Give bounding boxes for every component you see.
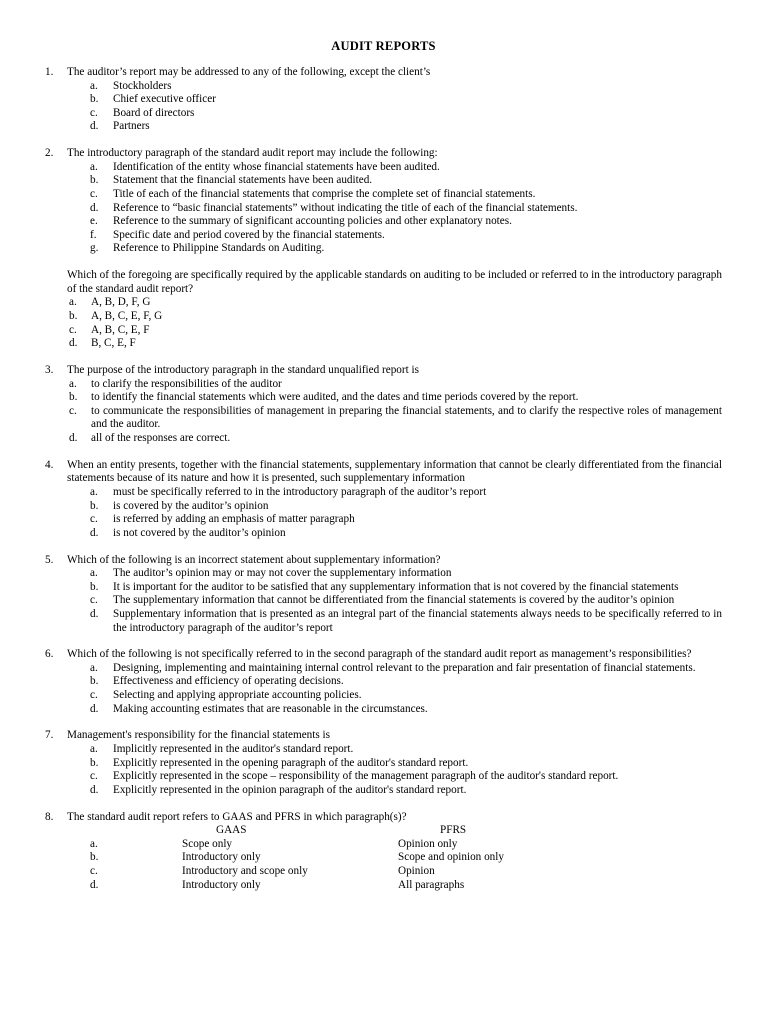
answer-options — [67, 567, 722, 635]
question-text: Which of the following is not specifically referred to in the second paragraph of the standard audit report as management’s responsibilities? — [67, 648, 692, 661]
option-letter: d. — [69, 337, 78, 350]
option-letter: a. — [90, 79, 98, 92]
option-text: Board of directors — [113, 106, 195, 119]
question-number: 3. — [45, 364, 54, 377]
option-letter: b. — [69, 310, 78, 323]
answer-option — [67, 310, 722, 324]
answer-option — [67, 296, 722, 310]
page-title: AUDIT REPORTS — [331, 39, 436, 53]
question-text: Which of the following is an incorrect statement about supplementary information? — [67, 553, 441, 566]
option-text: Chief executive officer — [113, 93, 216, 106]
option-text: B, C, E, F — [91, 337, 136, 350]
option-text: must be specifically referred to in the introductory paragraph of the auditor’s report — [113, 485, 487, 498]
option-letter: d. — [90, 702, 99, 715]
question-4 — [45, 459, 722, 541]
option-text: Stockholders — [113, 79, 172, 92]
table-row — [67, 865, 504, 879]
answer-table — [67, 824, 504, 892]
answer-option — [67, 324, 722, 338]
option-text: to clarify the responsibilities of the auditor — [91, 377, 282, 390]
option-letter: b. — [90, 93, 99, 106]
option-letter: b. — [90, 756, 99, 769]
answer-option — [67, 594, 722, 608]
answer-option — [67, 107, 722, 121]
column-header-gaas: GAAS — [216, 824, 247, 837]
answer-option — [67, 432, 722, 446]
table-row — [67, 879, 504, 893]
option-letter: b. — [90, 675, 99, 688]
statement-item — [67, 202, 722, 216]
answer-option — [67, 608, 722, 635]
option-text: Explicitly represented in the opening paragraph of the auditor's standard report. — [113, 756, 469, 769]
pfrs-cell: All paragraphs — [398, 878, 465, 891]
item-text: Statement that the financial statements have been audited. — [113, 174, 373, 187]
question-number: 5. — [45, 553, 54, 566]
table-row — [67, 838, 504, 852]
answer-options — [67, 743, 722, 797]
option-letter: b. — [69, 391, 78, 404]
answer-option — [67, 662, 722, 676]
answer-options — [67, 80, 722, 134]
option-text: Selecting and applying appropriate accounting policies. — [113, 689, 362, 702]
item-letter: c. — [90, 187, 98, 200]
answer-option — [67, 784, 722, 798]
option-text: Explicitly represented in the opinion paragraph of the auditor's standard report. — [113, 783, 467, 796]
option-letter: c. — [69, 323, 77, 336]
column-header-pfrs: PFRS — [440, 824, 467, 837]
option-letter: c. — [90, 106, 98, 119]
item-letter: b. — [90, 174, 99, 187]
option-text: Implicitly represented in the auditor's standard report. — [113, 743, 354, 756]
item-letter: g. — [90, 242, 99, 255]
item-text: Reference to “basic financial statements” without indicating the title of each of the financial statements. — [113, 201, 578, 214]
question-text: The auditor’s report may be addressed to any of the following, except the client’s — [67, 66, 431, 78]
option-text: to identify the financial statements which were audited, and the dates and time periods covered by the report. — [91, 391, 579, 404]
question-6 — [45, 648, 722, 716]
option-letter: d. — [90, 783, 99, 796]
question-5 — [45, 554, 722, 636]
item-text: Reference to Philippine Standards on Auditing. — [113, 242, 325, 255]
gaas-cell: Introductory only — [182, 878, 261, 891]
option-text: all of the responses are correct. — [91, 432, 231, 445]
option-letter: c. — [90, 864, 98, 877]
question-text: The standard audit report refers to GAAS and PFRS in which paragraph(s)? — [67, 810, 407, 823]
item-letter: e. — [90, 215, 98, 228]
statement-item — [67, 174, 722, 188]
option-letter: a. — [69, 296, 77, 309]
answer-option — [67, 378, 722, 392]
answer-option — [67, 391, 722, 405]
option-letter: a. — [90, 567, 98, 580]
statement-item — [67, 188, 722, 202]
option-letter: c. — [90, 594, 98, 607]
answer-option — [67, 513, 722, 527]
item-letter: a. — [90, 160, 98, 173]
question-number: 2. — [45, 147, 54, 160]
option-letter: b. — [90, 580, 99, 593]
answer-option — [67, 757, 722, 771]
option-letter: d. — [90, 526, 99, 539]
option-letter: c. — [69, 404, 77, 417]
answer-option — [67, 675, 722, 689]
answer-option — [67, 743, 722, 757]
option-letter: c. — [90, 513, 98, 526]
option-text: The auditor’s opinion may or may not cover the supplementary information — [113, 567, 452, 580]
question-number: 4. — [45, 458, 54, 471]
option-letter: d. — [90, 878, 99, 891]
statement-item — [67, 242, 722, 256]
question-number: 8. — [45, 810, 54, 823]
option-letter: d. — [90, 120, 99, 133]
gaas-cell: Scope only — [182, 837, 233, 850]
question-number: 7. — [45, 729, 54, 742]
option-letter: b. — [90, 499, 99, 512]
question-number: 6. — [45, 648, 54, 661]
item-letter: f. — [90, 228, 97, 241]
option-letter: c. — [90, 770, 98, 783]
statement-item — [67, 161, 722, 175]
option-letter: a. — [90, 485, 98, 498]
answer-option — [67, 80, 722, 94]
option-text: It is important for the auditor to be satisfied that any supplementary information that is not covered by the financial statements — [113, 580, 679, 593]
answer-option — [67, 93, 722, 107]
answer-option — [67, 689, 722, 703]
gaas-cell: Introductory only — [182, 851, 261, 864]
question-3 — [45, 364, 722, 446]
question-number: 1. — [45, 66, 54, 78]
statement-item — [67, 215, 722, 229]
option-text: Supplementary information that is presented as an integral part of the financial statements always needs to be specifically referred to in the introductory paragraph of the auditor’s report — [113, 607, 722, 634]
item-text: Title of each of the financial statements that comprise the complete set of financial statements. — [113, 187, 536, 200]
item-text: Identification of the entity whose financial statements have been audited. — [113, 160, 440, 173]
option-letter: d. — [90, 607, 99, 620]
answer-options — [67, 662, 722, 716]
option-text: A, B, C, E, F, G — [91, 310, 163, 323]
answer-option — [67, 500, 722, 514]
option-text: A, B, C, E, F — [91, 323, 150, 336]
question-7 — [45, 729, 722, 797]
option-letter: d. — [69, 432, 78, 445]
item-text: Reference to the summary of significant accounting policies and other explanatory notes. — [113, 215, 512, 228]
answer-option — [67, 703, 722, 717]
option-text: The supplementary information that cannot be differentiated from the financial statements is covered by the auditor’s opinion — [113, 594, 675, 607]
statement-item — [67, 229, 722, 243]
answer-options — [67, 296, 722, 350]
option-letter: a. — [90, 837, 98, 850]
question-2 — [45, 147, 722, 351]
option-text: is not covered by the auditor’s opinion — [113, 526, 286, 539]
question-text: Management's responsibility for the financial statements is — [67, 729, 330, 742]
option-letter: a. — [69, 377, 77, 390]
pfrs-cell: Opinion only — [398, 837, 458, 850]
answer-option — [67, 337, 722, 351]
answer-option — [67, 405, 722, 432]
option-text: Making accounting estimates that are reasonable in the circumstances. — [113, 702, 428, 715]
follow-up-question: Which of the foregoing are specifically required by the applicable standards on auditing to be included or referred to in the introductory paragraph of the standard audit report? — [67, 269, 722, 295]
answer-options — [67, 378, 722, 446]
answer-table-header — [67, 824, 504, 838]
option-letter: c. — [90, 689, 98, 702]
answer-option — [67, 120, 722, 134]
question-text: When an entity presents, together with the financial statements, supplementary information that cannot be clearly differentiated from the financial statements because of its nature and how it is presented, such supplementary information — [67, 458, 722, 485]
answer-options — [67, 486, 722, 540]
option-text: to communicate the responsibilities of management in preparing the financial statements, and to clarify the respective roles of management and the auditor. — [91, 404, 722, 431]
answer-option — [67, 527, 722, 541]
option-text: Effectiveness and efficiency of operating decisions. — [113, 675, 344, 688]
question-8 — [45, 811, 722, 893]
option-letter: b. — [90, 851, 99, 864]
option-letter: a. — [90, 743, 98, 756]
gaas-cell: Introductory and scope only — [182, 864, 308, 877]
option-text: A, B, D, F, G — [91, 296, 151, 309]
answer-option — [67, 486, 722, 500]
item-text: Specific date and period covered by the financial statements. — [113, 228, 385, 241]
statement-list — [67, 161, 722, 256]
pfrs-cell: Scope and opinion only — [398, 851, 504, 864]
answer-option — [67, 567, 722, 581]
option-text: Designing, implementing and maintaining internal control relevant to the preparation and fair presentation of financial statements. — [113, 661, 696, 674]
answer-option — [67, 770, 722, 784]
answer-option — [67, 581, 722, 595]
option-letter: a. — [90, 661, 98, 674]
option-text: Explicitly represented in the scope – responsibility of the management paragraph of the auditor's standard report. — [113, 770, 619, 783]
item-letter: d. — [90, 201, 99, 214]
question-text: The purpose of the introductory paragraph in the standard unqualified report is — [67, 364, 419, 377]
option-text: is covered by the auditor’s opinion — [113, 499, 269, 512]
option-text: Partners — [113, 120, 150, 133]
question-1 — [45, 66, 722, 134]
pfrs-cell: Opinion — [398, 864, 435, 877]
table-row — [67, 851, 504, 865]
option-text: is referred by adding an emphasis of matter paragraph — [113, 513, 355, 526]
question-text: The introductory paragraph of the standard audit report may include the following: — [67, 147, 438, 160]
